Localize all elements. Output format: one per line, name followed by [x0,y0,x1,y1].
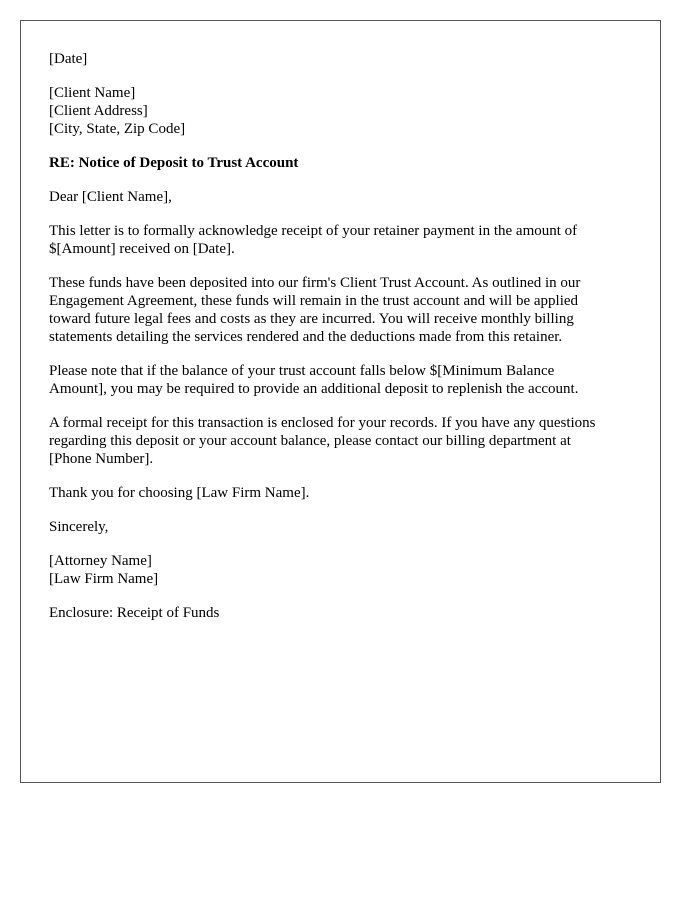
signature-block [49,552,632,588]
body-line: regarding this deposit or your account balance, please contact our billing department at [49,433,571,449]
body-paragraph-thanks [49,484,632,502]
subject-line [49,154,632,172]
enclosure-note [49,604,632,622]
body-line: This letter is to formally acknowledge receipt of your retainer payment in the amount of [49,223,578,239]
body-paragraph-receipt [49,414,632,468]
body-line: toward future legal fees and costs as they are incurred. You will receive monthly billing [49,311,574,327]
body-line: Please note that if the balance of your trust account falls below $[Minimum Balance [49,363,555,379]
recipient-address [49,84,632,138]
body-line: [Phone Number]. [49,451,154,467]
attorney-name: [Attorney Name] [49,553,152,569]
body-line: Engagement Agreement, these funds will remain in the trust account and will be applied [49,293,579,309]
body-line: statements detailing the services rendered and the deductions made from this retainer. [49,329,563,345]
body-line: Thank you for choosing [Law Firm Name]. [49,485,310,501]
body-line: Amount], you may be required to provide an additional deposit to replenish the account. [49,381,579,397]
recipient-city: [City, State, Zip Code] [49,121,186,137]
salutation-text: Dear [Client Name], [49,189,172,205]
date-text: [Date] [49,51,88,67]
recipient-name: [Client Name] [49,85,136,101]
body-paragraph-deposit [49,274,632,346]
subject-text: RE: Notice of Deposit to Trust Account [49,155,299,171]
letter-page [20,20,661,783]
closing-text: Sincerely, [49,519,109,535]
body-line: These funds have been deposited into our firm's Client Trust Account. As outlined in our [49,275,581,291]
body-line: $[Amount] received on [Date]. [49,241,235,257]
letter-date [49,50,632,68]
closing [49,518,632,536]
recipient-street: [Client Address] [49,103,148,119]
salutation [49,188,632,206]
firm-name: [Law Firm Name] [49,571,159,587]
body-paragraph-acknowledgement [49,222,632,258]
enclosure-text: Enclosure: Receipt of Funds [49,605,220,621]
body-line: A formal receipt for this transaction is enclosed for your records. If you have any questions [49,415,596,431]
body-paragraph-minimum-balance [49,362,632,398]
